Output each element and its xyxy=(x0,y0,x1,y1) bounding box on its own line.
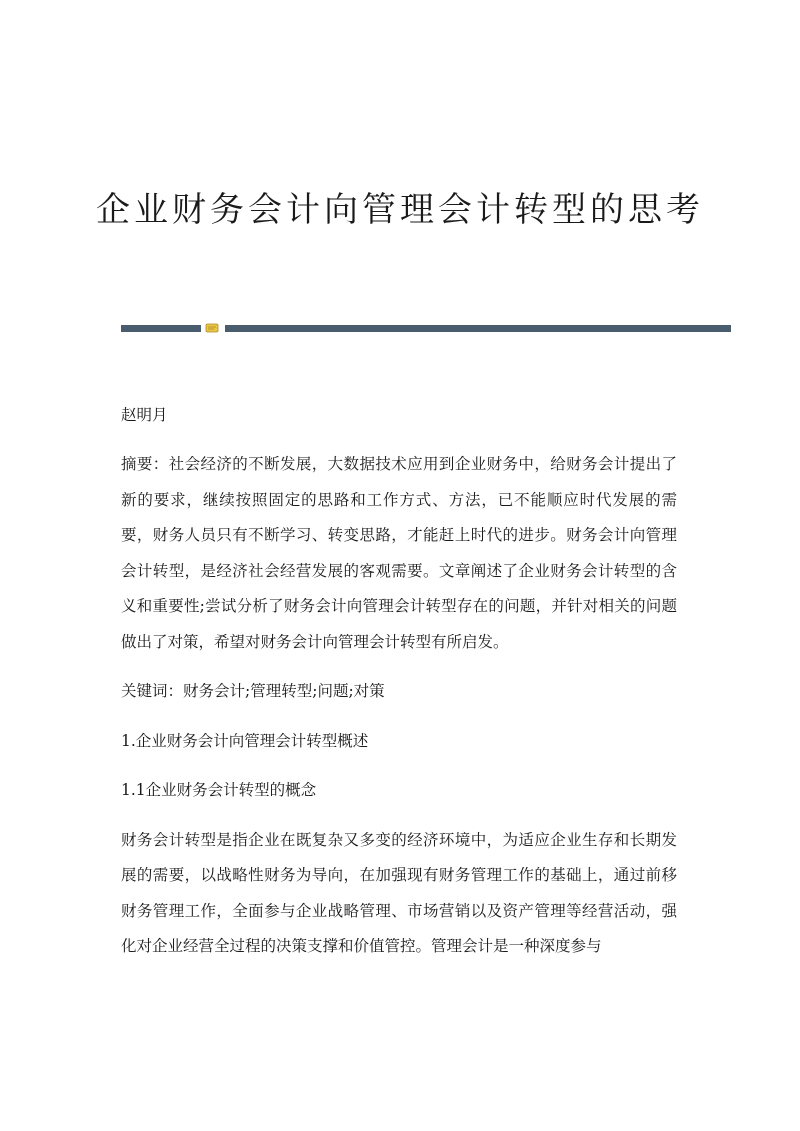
abstract-paragraph: 摘要：社会经济的不断发展，大数据技术应用到企业财务中，给财务会计提出了新的要求，继续按照固定的思路和工作方式、方法，已不能顺应时代发展的需要，财务人员只有不断学习、转变思路，才能赶上时代的进步。财务会计向管理会计转型，是经济社会经营发展的客观需要。文章阐述了企业财务会计转型的含义和重要性;尝试分析了财务会计向管理会计转型存在的问题，并针对相关的问题做出了对策，希望对财务会计向管理会计转型有所启发。 xyxy=(121,455,677,651)
title-divider xyxy=(121,325,731,332)
divider-right-bar xyxy=(225,325,731,332)
section-1-1-heading: 1.1企业财务会计转型的概念 xyxy=(121,781,317,799)
section-1-heading: 1.企业财务会计向管理会计转型概述 xyxy=(121,731,369,750)
keywords-line: 关键词：财务会计;管理转型;问题;对策 xyxy=(121,682,385,700)
author-name: 赵明月 xyxy=(121,406,168,424)
body-paragraph: 财务会计转型是指企业在既复杂又多变的经济环境中，为适应企业生存和长期发展的需要，以战略性财务为导向，在加强现有财务管理工作的基础上，通过前移财务管理工作，全面参与企业战略管理、市场营销以及资产管理等经营活动，强化对企业经营全过程的决策支撑和价值管控。管理会计是一种深度参与 xyxy=(121,830,677,955)
scroll-ornament-icon xyxy=(205,322,219,334)
page-title: 企业财务会计向管理会计转型的思考 xyxy=(96,190,704,230)
document-body xyxy=(121,398,677,965)
divider-left-bar xyxy=(121,325,201,332)
